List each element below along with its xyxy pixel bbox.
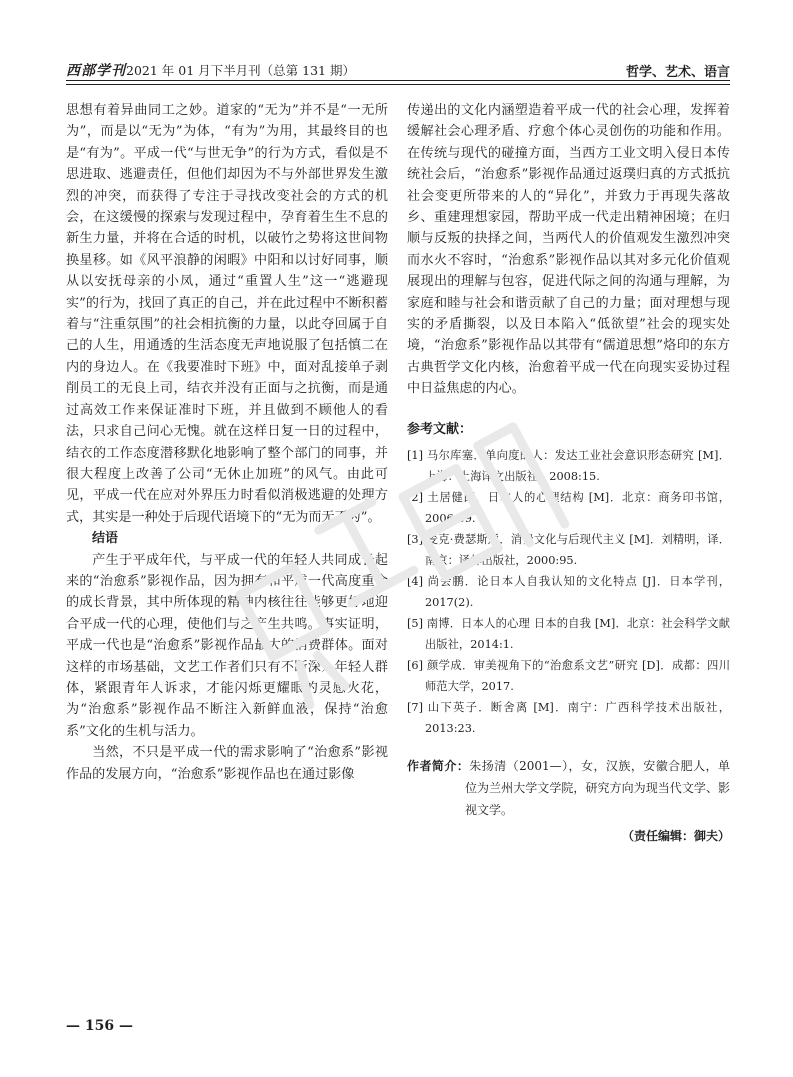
reference-item: [3] 麦克·费瑟斯通．消费文化与后现代主义 [M]．刘精明，译．南京：译林出版社，2000:95. — [407, 533, 730, 567]
page-number: — 156 — — [66, 1018, 133, 1034]
references-heading: 参考文献： — [407, 421, 473, 437]
running-header — [66, 56, 730, 82]
responsible-editor: （责任编辑：御夫） — [621, 829, 730, 844]
journal-logo: 西部学刊 — [66, 63, 126, 79]
body-paragraph: 思想有着异曲同工之妙。道家的“无为”并不是“一无所为”，而是以“无为”为体，“有为”为用，其最终目的也是“有为”。平成一代“与世无争”的行为方式，看似是不思进取、逃避责任，但他们却因为不与外部世界发生激烈的冲突，而获得了专注于寻找改变社会的方式的机会，在这缓慢的探索与发现过程中，孕育着生生不息的新生力量，并将在合适的时机，以破竹之势将这世间物换星移。如《风平浪静的闲暇》中阳和以讨好同事，顺从以安抚母亲的小凤，通过“重置人生”这一“逃避现实”的行为，找回了真正的自己，并在此过程中不断积蓄着与“注重氛围”的社会相抗衡的力量，以此夺回属于自己的人生，用通透的生活态度无声地说服了包括慎二在内的身边人。在《我要准时下班》中，面对乱接单子剥削员工的无良上司，结衣并没有正面与之抗衡，而是通过高效工作来保证准时下班，并且做到不顾他人的看法，只求自己问心无愧。就在这样日复一日的过程中，结衣的工作态度潜移默化地影响了整个部门的同事，并很大程度上改善了公司“无休止加班”的风气。由此可见，平成一代在应对外界压力时看似消极逃避的处理方式，其实是一种处于后现代语境下的“无为而无不为”。 — [66, 103, 388, 525]
reference-item: [5] 南博．日本人的心理 日本的自我 [M]．北京：社会科学文献出版社，2014:1. — [407, 617, 730, 651]
conclusion-heading: 结语 — [92, 531, 119, 547]
left-column — [66, 100, 388, 785]
author-bio — [407, 755, 730, 821]
reference-item: [2] 土居健郎．日本人的心理结构 [M]．北京：商务印书馆，2006:39. — [407, 491, 730, 525]
right-column — [407, 100, 730, 848]
author-bio-label: 作者简介： — [407, 759, 470, 774]
header-left — [66, 60, 355, 80]
issue-info: 2021 年 01 月下半月刊（总第 131 期） — [126, 63, 355, 78]
body-paragraph: 传递出的文化内涵塑造着平成一代的社会心理，发挥着缓解社会心理矛盾、疗愈个体心灵创伤的功能和作用。在传统与现代的碰撞方面，当西方工业文明入侵日本传统社会后，“治愈系”影视作品通过返璞归真的方式抵抗社会变更所带来的人的“异化”，并致力于再现失落故乡、重建理想家园，帮助平成一代走出精神困境；在归顺与反叛的抉择之间，当两代人的价值观发生激烈冲突而水火不容时，“治愈系”影视作品以其对多元化价值观展现出的理解与包容，促进代际之间的沟通与理解，为家庭和睦与社会和谐贡献了自己的力量；面对理想与现实的矛盾撕裂，以及日本陷入“低欲望”社会的现实处境，“治愈系”影视作品以其带有“儒道思想”烙印的东方古典哲学文化内核，治愈着平成一代在向现实妥协过程中日益焦虑的内心。 — [407, 103, 730, 397]
body-paragraph: 当然，不只是平成一代的需求影响了“治愈系”影视作品的发展方向，“治愈系”影视作品也在通过影像 — [66, 745, 388, 782]
header-rule-thick — [66, 80, 730, 81]
reference-item: [1] 马尔库塞．单向度的人：发达工业社会意识形态研究 [M]．上海：上海译文出版社，2008:15. — [407, 449, 730, 483]
reference-item: [6] 颜学成．审美视角下的“治愈系文艺”研究 [D]．成都：四川师范大学，2017. — [407, 659, 730, 693]
reference-item: [4] 尚会鹏．论日本人自我认知的文化特点 [J]．日本学刊，2017(2). — [407, 575, 730, 609]
author-bio-text: 朱扬清（2001—），女，汉族，安徽合肥人，单位为兰州大学文学院，研究方向为现当代文学、影视文学。 — [465, 759, 730, 818]
reference-item: [7] 山下英子．断舍离 [M]．南宁：广西科学技术出版社，2013:23. — [407, 701, 730, 735]
section-name: 哲学、艺术、语言 — [625, 65, 730, 80]
body-paragraph: 产生于平成年代，与平成一代的年轻人共同成长起来的“治愈系”影视作品，因为拥有和平成一代高度重合的成长背景，其中所体现的精神内核往往能够更好地迎合平成一代的心理，使他们与之产生共鸣。事实证明，平成一代也是“治愈系”影视作品最大的消费群体。面对这样的市场基础，文艺工作者们只有不断深入年轻人群体，紧跟青年人诉求，才能闪烁更耀眼的灵感火花，为“治愈系”影视作品不断注入新鲜血液，保持“治愈系”文化的生机与活力。 — [66, 552, 388, 739]
header-rule-thin — [66, 84, 730, 85]
reference-list — [407, 446, 730, 739]
